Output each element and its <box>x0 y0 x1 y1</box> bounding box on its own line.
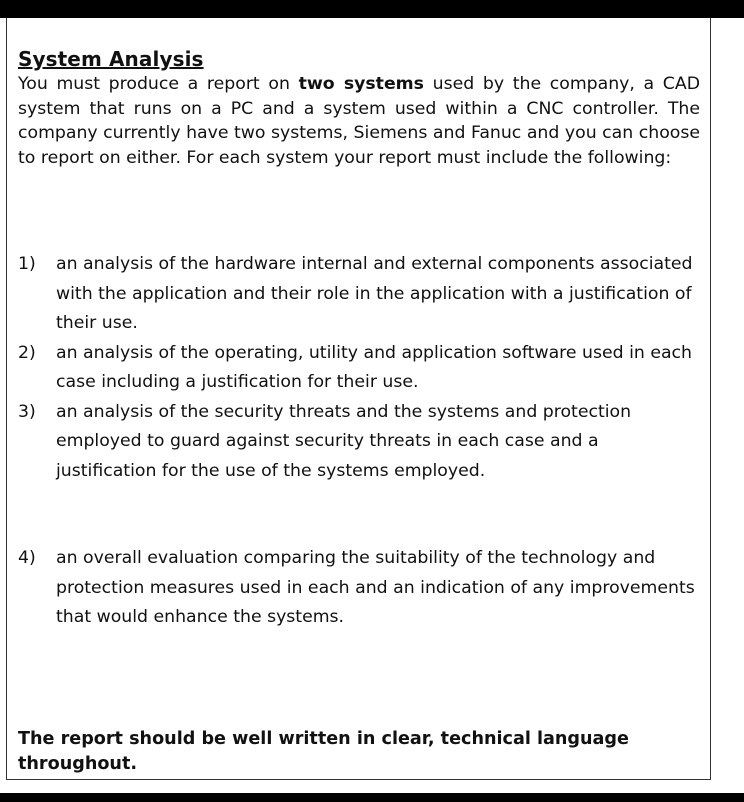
top-border-bar <box>0 0 744 18</box>
list-item-text: an analysis of the hardware internal and external components associated with the application and their role in the application with a justification of their use. <box>56 254 693 333</box>
list-item-text: an overall evaluation comparing the suitability of the technology and protection measures used in each and an indication of any improvements that would enhance the systems. <box>56 548 695 627</box>
document-content <box>18 46 702 170</box>
list-item-text: an analysis of the security threats and the systems and protection employed to guard against security threats in each case and a justification for the use of the systems employed. <box>56 401 632 481</box>
list-item <box>18 544 704 633</box>
list-item-text: an analysis of the operating, utility and application software used in each case including a justification for their use. <box>56 342 692 392</box>
list-item <box>18 398 704 487</box>
list-item-number: 3) <box>18 401 36 422</box>
intro-text-bold: two systems <box>298 74 424 94</box>
list-item-number: 1) <box>18 254 36 274</box>
intro-text-before: You must produce a report on <box>18 74 299 94</box>
requirements-list <box>18 250 704 486</box>
list-item <box>18 250 704 339</box>
intro-text-after: used by the company, a CAD system that runs on a PC and a system used within a CNC controller. The company currently have two systems, Siemens and Fanuc and you can choose to report on either. For each system your report must include the following: <box>18 74 700 168</box>
list-item-number: 4) <box>18 548 36 568</box>
bottom-border-bar <box>0 793 744 802</box>
list-item-number: 2) <box>18 342 36 363</box>
intro-paragraph <box>18 72 700 170</box>
list-item <box>18 339 704 398</box>
requirements-list-continued <box>18 544 704 633</box>
closing-statement: The report should be well written in clear, technical language throughout. <box>18 729 629 774</box>
section-title: System Analysis <box>18 47 204 71</box>
